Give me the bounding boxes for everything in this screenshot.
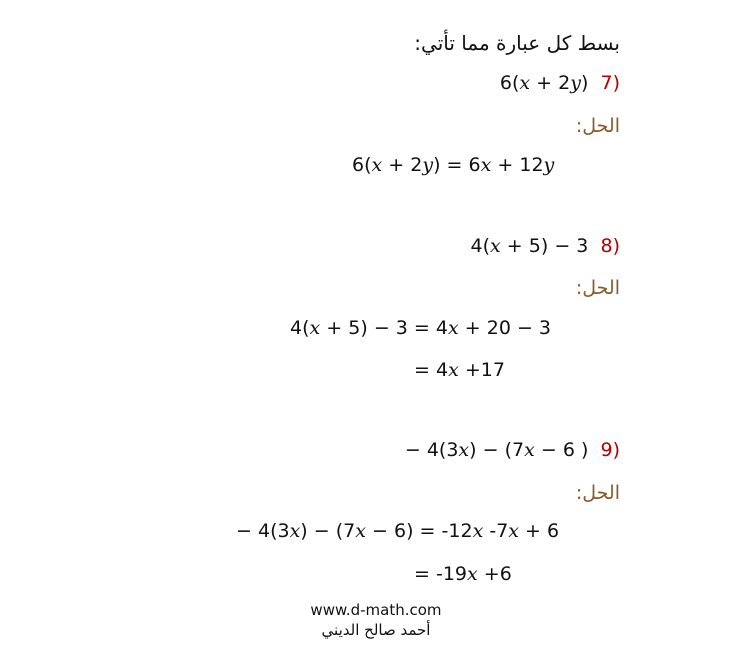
problem-9-number: 9): [600, 439, 620, 461]
problem-7: [500, 70, 620, 96]
solution-label-8: الحل:: [575, 277, 620, 299]
problem-7-number: 7): [600, 72, 620, 94]
solution-7-line-1: 6(x + 2y) = 6x + 12y: [352, 154, 555, 176]
problem-8: [471, 233, 620, 259]
problem-9: [405, 437, 620, 463]
solution-9-line-1: − 4(3x) − (7x − 6) = -12x -7x + 6: [236, 520, 560, 542]
instruction-text: بسط كل عبارة مما تأتي:: [414, 31, 620, 55]
solution-label-9: الحل:: [575, 482, 620, 504]
solution-9-line-2: = -19x +6: [414, 563, 512, 585]
problem-7-expression: 6(x + 2y): [499, 72, 589, 94]
footer-website: www.d-math.com: [310, 601, 442, 619]
footer-author: أحمد صالح الديني: [321, 621, 431, 639]
problem-8-number: 8): [600, 235, 620, 257]
solution-label-7: الحل:: [575, 115, 620, 137]
solution-8-line-1: 4(x + 5) − 3 = 4x + 20 − 3: [290, 317, 552, 339]
problem-9-expression: − 4(3x) − (7x − 6 ): [404, 439, 589, 461]
problem-8-expression: 4(x + 5) − 3: [470, 235, 589, 257]
solution-8-line-2: = 4x +17: [414, 359, 505, 381]
